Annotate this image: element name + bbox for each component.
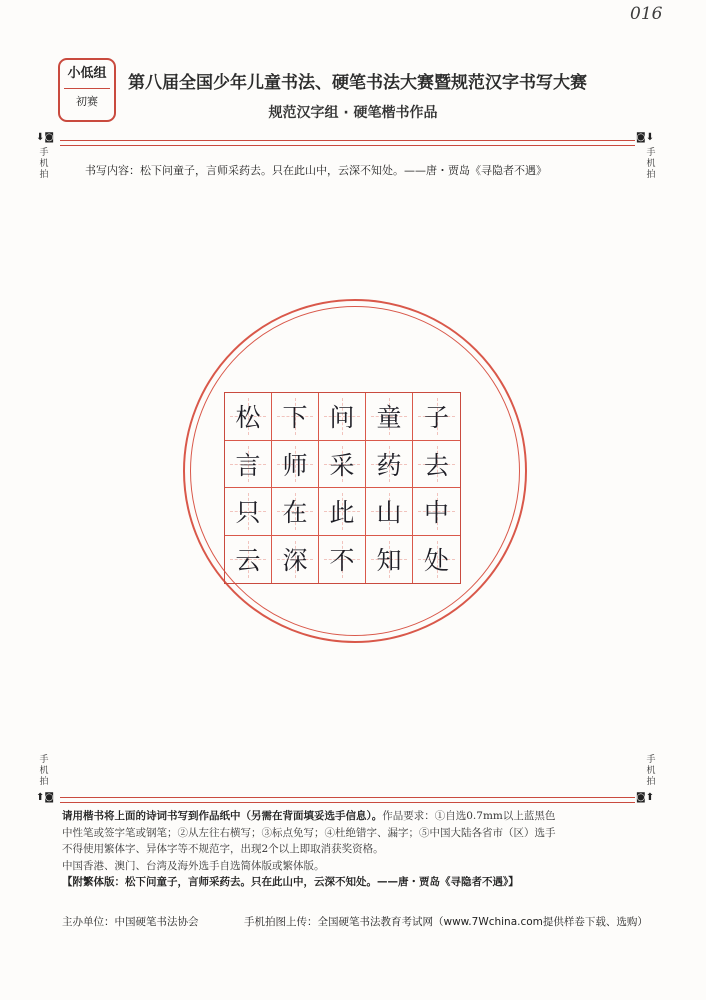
grid-cell bbox=[319, 536, 366, 584]
handwritten-character: 处 bbox=[423, 546, 449, 576]
grid-cell bbox=[319, 393, 366, 441]
side-label-bottom-right: 手机拍 bbox=[646, 755, 656, 787]
handwritten-character: 下 bbox=[282, 403, 308, 433]
grid-cell bbox=[366, 488, 413, 536]
handwritten-character: 深 bbox=[282, 546, 308, 576]
grid-cell bbox=[272, 536, 319, 584]
side-label-top-right: 手机拍 bbox=[646, 148, 656, 180]
grid-cell bbox=[225, 536, 272, 584]
page-subtitle: 规范汉字组 · 硬笔楷书作品 bbox=[268, 105, 438, 121]
grid-cell bbox=[413, 441, 460, 489]
handwritten-character: 在 bbox=[282, 498, 308, 528]
writing-content: 书写内容：松下问童子，言师采药去。只在此山中，云深不知处。——唐・贾岛《寻隐者不遇》 bbox=[85, 164, 547, 177]
handwritten-character: 中 bbox=[423, 498, 449, 528]
camera-up-icon: ◙⬆ bbox=[636, 792, 655, 803]
handwritten-character: 松 bbox=[235, 403, 261, 433]
grid-cell bbox=[366, 536, 413, 584]
grid-cell bbox=[272, 441, 319, 489]
grid-cell bbox=[225, 488, 272, 536]
handwritten-character: 知 bbox=[376, 546, 402, 576]
grid-cell bbox=[225, 441, 272, 489]
bottom-rule bbox=[60, 797, 635, 798]
camera-down-icon: ◙⬇ bbox=[636, 132, 655, 143]
side-label-bottom-left: 手机拍 bbox=[39, 755, 49, 787]
grid-cell bbox=[366, 393, 413, 441]
handwritten-character: 采 bbox=[329, 450, 355, 480]
camera-down-icon: ⬇◙ bbox=[36, 132, 55, 143]
camera-up-icon: ⬆◙ bbox=[36, 792, 55, 803]
grid-cell bbox=[413, 393, 460, 441]
badge-round-label: 初赛 bbox=[76, 95, 98, 108]
handwritten-character: 言 bbox=[235, 450, 261, 480]
instructions-req-2: 中性笔或签字笔或钢笔；②从左往右横写；③标点免写；④杜绝错字、漏字；⑤中国大陆各省市（区）选手 bbox=[62, 826, 556, 839]
handwritten-character: 去 bbox=[423, 450, 449, 480]
handwritten-character: 师 bbox=[282, 450, 308, 480]
instructions-req-1: 作品要求：①自选0.7mm以上蓝黑色 bbox=[382, 810, 556, 822]
handwritten-character: 问 bbox=[329, 403, 355, 433]
grid-cell bbox=[413, 536, 460, 584]
handwritten-character: 子 bbox=[423, 403, 449, 433]
handwritten-character: 药 bbox=[376, 450, 402, 480]
handwritten-character: 不 bbox=[329, 546, 355, 576]
handwritten-character: 只 bbox=[235, 498, 261, 528]
page-title: 第八届全国少年儿童书法、硬笔书法大赛暨规范汉字书写大赛 bbox=[128, 73, 587, 93]
grid-cell bbox=[366, 441, 413, 489]
grid-cell bbox=[319, 441, 366, 489]
instructions-req-4: 中国香港、澳门、台湾及海外选手自选简体版或繁体版。 bbox=[62, 859, 325, 872]
writing-grid bbox=[224, 392, 461, 584]
grid-cell bbox=[272, 488, 319, 536]
instructions-req-3: 不得使用繁体字、异体字等不规范字，出现2个以上即取消获奖资格。 bbox=[62, 843, 384, 855]
footer-upload-info: 手机拍图上传：全国硬笔书法教育考试网（www.7Wchina.com提供样卷下载、选购） bbox=[244, 916, 648, 928]
instructions-lead: 请用楷书将上面的诗词书写到作品纸中（另需在背面填妥选手信息）。 bbox=[62, 810, 383, 822]
grid-cell bbox=[272, 393, 319, 441]
handwritten-character: 童 bbox=[376, 403, 402, 433]
badge-divider bbox=[64, 88, 110, 89]
grid-cell bbox=[319, 488, 366, 536]
top-rule bbox=[60, 140, 635, 141]
footer-organizer: 主办单位：中国硬笔书法协会 bbox=[62, 916, 199, 928]
bottom-rule-inner bbox=[60, 802, 635, 803]
instructions-traditional: 【附繁体版：松下问童子，言师采药去。只在此山中，云深不知处。——唐・贾岛《寻隐者不遇》】 bbox=[62, 876, 519, 888]
handwritten-character: 山 bbox=[376, 498, 402, 528]
grid-cell bbox=[225, 393, 272, 441]
handwritten-character: 此 bbox=[329, 498, 355, 528]
handwritten-character: 云 bbox=[235, 546, 261, 576]
grid-cell bbox=[413, 488, 460, 536]
top-rule-inner bbox=[60, 145, 635, 146]
instructions bbox=[62, 808, 647, 891]
page-number: 016 bbox=[630, 4, 663, 24]
side-label-top-left: 手机拍 bbox=[39, 148, 49, 180]
badge-group-label: 小低组 bbox=[67, 66, 107, 81]
